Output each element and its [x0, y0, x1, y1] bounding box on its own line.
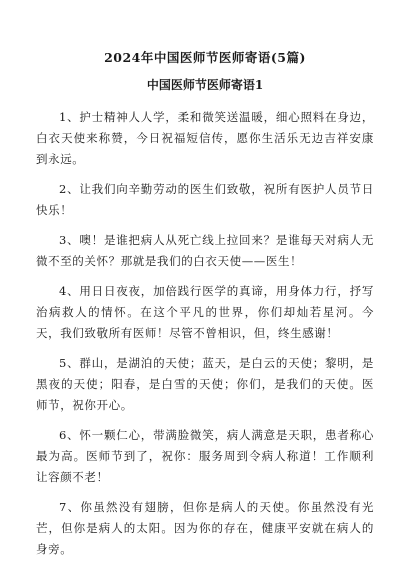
paragraph-7: 7、你虽然没有翅膀，但你是病人的天使。你虽然没有光芒，但你是病人的太阳。因为你的存在，健康平安就在病人的身旁。: [36, 500, 374, 556]
paragraph-4: 4、用日日夜夜，加倍践行医学的真谛，用身体力行，抒写治病救人的情怀。在这个平凡的世界，你们却灿若星河。今天，我们致敬所有医师！尽管不曾相识，但，终生感谢！: [36, 284, 374, 340]
document-title: 2024年中国医师节医师寄语(5篇): [104, 50, 306, 65]
paragraph-6: 6、怀一颗仁心，带满脸微笑，病人满意是天职，患者称心最为高。医师节到了，祝你：服务周到令病人称道！工作顺利让容颜不老！: [36, 428, 374, 484]
paragraph-5: 5、群山，是湖泊的天使；蓝天，是白云的天使；黎明，是黑夜的天使；阳春，是白雪的天使；你们，是我们的天使。医师节，祝你开心。: [36, 356, 374, 412]
paragraph-3: 3、噢！是谁把病人从死亡线上拉回来？是谁每天对病人无微不至的关怀？那就是我们的白衣天使——医生！: [36, 233, 374, 268]
section-heading: 中国医师节医师寄语1: [146, 78, 264, 92]
paragraph-1: 1、护士精神人人学，柔和微笑送温暖，细心照料在身边，白衣天使来称赞，今日祝福短信传，愿你生活乐无边吉祥安康到永远。: [36, 110, 374, 166]
paragraph-2: 2、让我们向辛勤劳动的医生们致敬，祝所有医护人员节日快乐！: [36, 182, 374, 217]
